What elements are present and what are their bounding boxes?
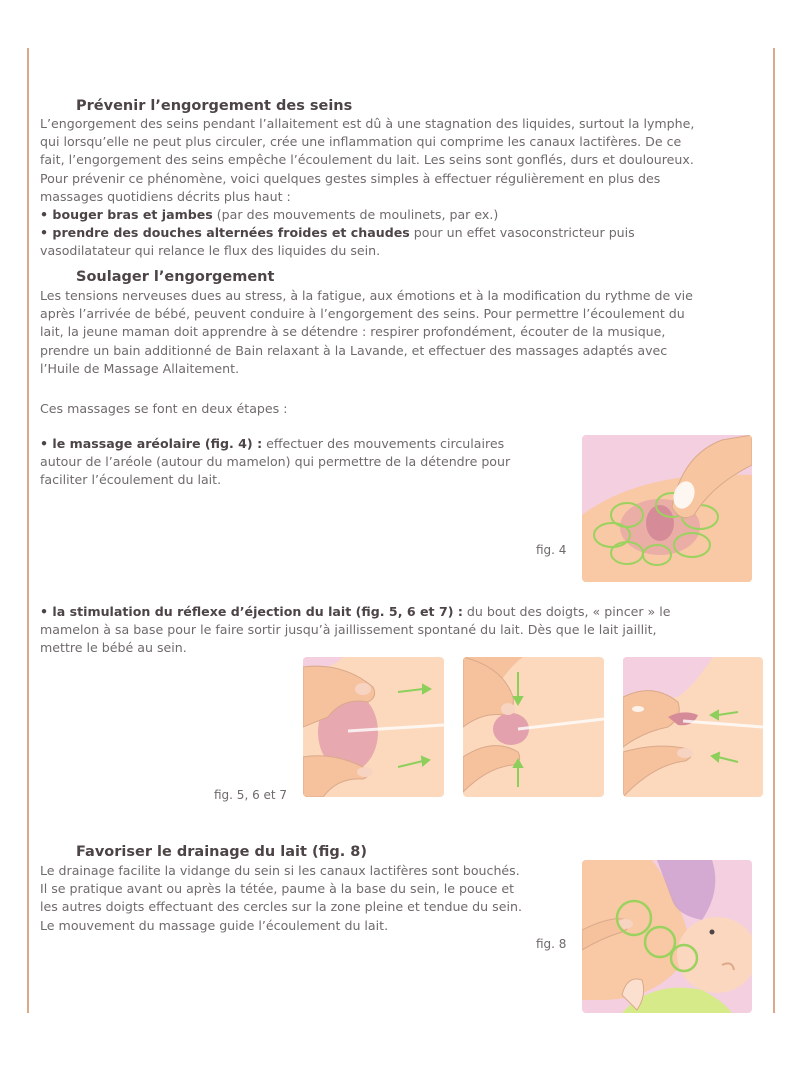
heading-prevent: Prévenir l’engorgement des seins [76, 98, 353, 114]
bullet-text: pour un effet vasoconstricteur puis [409, 225, 635, 241]
text-line: Il se pratique avant ou après la tétée, paume à la base du sein, le pouce et [40, 881, 515, 897]
stimulation-paragraph [40, 603, 671, 658]
text-line: mettre le bébé au sein. [40, 640, 187, 656]
bullet-item [40, 603, 671, 621]
text-line: les autres doigts effectuant des cercles sur la zone pleine et tendue du sein. [40, 899, 522, 915]
figure-7-illustration [623, 657, 763, 797]
text-line: prendre un bain additionné de Bain relaxant à la Lavande, et effectuer des massages adaptés avec [40, 342, 668, 358]
text-line: fait, l’engorgement des seins empêche l’écoulement du lait. Les seins sont gonflés, durs et douloureux. [40, 152, 694, 168]
text-line: qui lorsqu’elle ne peut plus circuler, crée une inflammation qui comprime les canaux lactifères. De ce [40, 134, 682, 150]
text-line: lait, la jeune maman doit apprendre à se détendre : respirer profondément, écouter de la musique, [40, 324, 666, 340]
bullet-bold: • bouger bras et jambes [40, 207, 213, 223]
bullet-text: du bout des doigts, « pincer » le [462, 604, 671, 619]
drainage-paragraph [40, 862, 522, 935]
bullet-bold: • la stimulation du réflexe d’éjection du lait (fig. 5, 6 et 7) : [40, 604, 463, 619]
text-line: faciliter l’écoulement du lait. [40, 472, 222, 488]
text-line: vasodilatateur qui relance le flux des liquides du sein. [40, 243, 381, 259]
text-line: l’Huile de Massage Allaitement. [40, 360, 240, 376]
caption-fig-5-6-7: fig. 5, 6 et 7 [214, 788, 288, 802]
bullet-text: effectuer des mouvements circulaires [262, 436, 505, 451]
figure-5-illustration [303, 657, 444, 797]
figure-4-illustration [582, 435, 752, 582]
bullet-item [40, 206, 694, 224]
bullet-item [40, 224, 694, 242]
figure-6-illustration [463, 657, 604, 797]
prevent-paragraph [40, 115, 694, 261]
steps-intro: Ces massages se font en deux étapes : [40, 401, 288, 416]
figure-8-illustration [582, 860, 752, 1013]
bullet-bold: • prendre des douches alternées froides et chaudes [40, 225, 410, 241]
text-line: après l’arrivée de bébé, peuvent conduire à l’engorgement des seins. Pour permettre l’écoulement du [40, 306, 685, 322]
bullet-bold: • le massage aréolaire (fig. 4) : [40, 436, 263, 451]
text-line: Le mouvement du massage guide l’écoulement du lait. [40, 917, 389, 933]
text-line: autour de l’aréole (autour du mamelon) qui permettre de la détendre pour [40, 454, 511, 470]
areolar-paragraph [40, 435, 510, 490]
text-line: Les tensions nerveuses dues au stress, à la fatigue, aux émotions et à la modification du rythme de vie [40, 288, 693, 303]
bullet-text: (par des mouvements de moulinets, par ex.) [212, 207, 499, 223]
caption-fig-8: fig. 8 [536, 937, 567, 951]
heading-drainage: Favoriser le drainage du lait (fig. 8) [76, 844, 368, 860]
heading-relieve: Soulager l’engorgement [76, 269, 275, 285]
caption-fig-4: fig. 4 [536, 543, 567, 557]
text-line: Le drainage facilite la vidange du sein si les canaux lactifères sont bouchés. [40, 863, 520, 878]
bullet-item [40, 435, 510, 453]
text-line: mamelon à sa base pour le faire sortir jusqu’à jaillissement spontané du lait. Dès que le lait jaillit, [40, 622, 657, 638]
text-line: L’engorgement des seins pendant l’allaitement est dû à une stagnation des liquides, surtout la lymphe, [40, 116, 695, 131]
text-line: Pour prévenir ce phénomène, voici quelques gestes simples à effectuer régulièrement en plus des [40, 170, 661, 186]
relieve-paragraph [40, 287, 693, 378]
text-line: massages quotidiens décrits plus haut : [40, 188, 291, 204]
